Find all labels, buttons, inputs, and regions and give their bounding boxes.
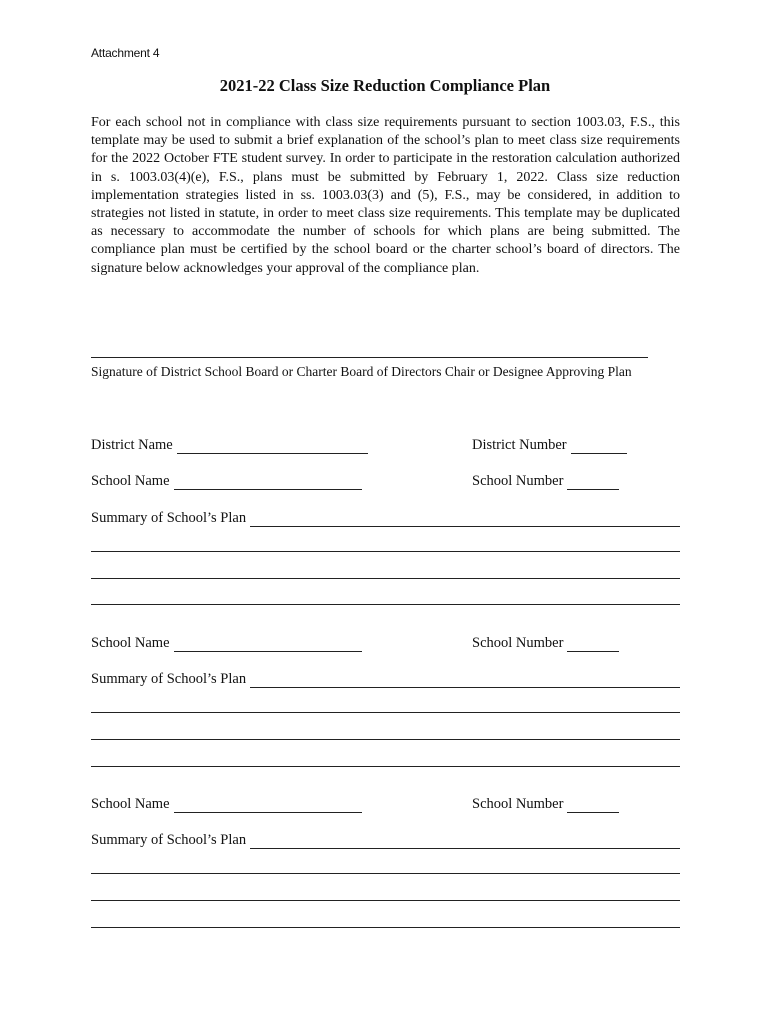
summary-input[interactable] — [250, 834, 680, 849]
summary-continuation-line[interactable] — [91, 551, 680, 552]
signature-line[interactable] — [91, 357, 648, 358]
district-number-input[interactable] — [571, 439, 627, 454]
school-name-field — [91, 635, 362, 652]
summary-field — [91, 510, 680, 527]
district-name-input[interactable] — [177, 439, 368, 454]
summary-label: Summary of School’s Plan — [91, 671, 247, 687]
summary-continuation-line[interactable] — [91, 712, 680, 713]
summary-continuation-line[interactable] — [91, 739, 680, 740]
signature-caption: Signature of District School Board or Charter Board of Directors Chair or Designee Approving Plan — [91, 364, 632, 379]
summary-continuation-line[interactable] — [91, 766, 680, 767]
summary-row — [91, 510, 680, 530]
district-row — [91, 437, 680, 457]
summary-continuation-line[interactable] — [91, 900, 680, 901]
school-name-input[interactable] — [174, 798, 362, 813]
school-name-input[interactable] — [174, 637, 362, 652]
attachment-label: Attachment 4 — [91, 46, 160, 60]
district-name-label: District Name — [91, 437, 173, 453]
school-number-label: School Number — [472, 473, 564, 489]
summary-input[interactable] — [250, 512, 680, 527]
school-number-field — [472, 473, 619, 490]
summary-continuation-line[interactable] — [91, 873, 680, 874]
school-row — [91, 635, 680, 655]
school-name-label: School Name — [91, 796, 170, 812]
school-number-label: School Number — [472, 796, 564, 812]
school-row — [91, 473, 680, 493]
school-number-field — [472, 796, 619, 813]
summary-row — [91, 671, 680, 691]
district-number-label: District Number — [472, 437, 567, 453]
school-number-input[interactable] — [567, 798, 619, 813]
summary-continuation-line[interactable] — [91, 927, 680, 928]
school-number-field — [472, 635, 619, 652]
school-name-field — [91, 473, 362, 490]
school-name-field — [91, 796, 362, 813]
school-name-label: School Name — [91, 635, 170, 651]
summary-label: Summary of School’s Plan — [91, 510, 247, 526]
summary-row — [91, 832, 680, 852]
school-row — [91, 796, 680, 816]
school-number-input[interactable] — [567, 475, 619, 490]
summary-field — [91, 832, 680, 849]
summary-label: Summary of School’s Plan — [91, 832, 247, 848]
school-name-input[interactable] — [174, 475, 362, 490]
school-number-input[interactable] — [567, 637, 619, 652]
page-title: 2021-22 Class Size Reduction Compliance Plan — [219, 76, 551, 95]
district-number-field — [472, 437, 627, 454]
summary-continuation-line[interactable] — [91, 578, 680, 579]
summary-continuation-line[interactable] — [91, 604, 680, 605]
summary-field — [91, 671, 680, 688]
school-name-label: School Name — [91, 473, 170, 489]
intro-paragraph: For each school not in compliance with class size requirements pursuant to section 1003.03, F.S., this template may be used to submit a brief explanation of the school’s plan to meet class size requirements for the 2022 October FTE student survey. In order to participate in the restoration calculation authorized in s. 1003.03(4)(e), F.S., plans must be submitted by February 1, 2022. Class size reduction implementation strategies listed in ss. 1003.03(3) and (5), F.S., may be considered, in addition to strategies not listed in statute, in order to meet class size requirements. This template may be duplicated as necessary to accommodate the number of schools for which plans are being submitted. The compliance plan must be certified by the school board or the charter school’s board of directors. The signature below acknowledges your approval of the compliance plan. — [91, 115, 680, 276]
school-number-label: School Number — [472, 635, 564, 651]
summary-input[interactable] — [250, 673, 680, 688]
district-name-field — [91, 437, 368, 454]
